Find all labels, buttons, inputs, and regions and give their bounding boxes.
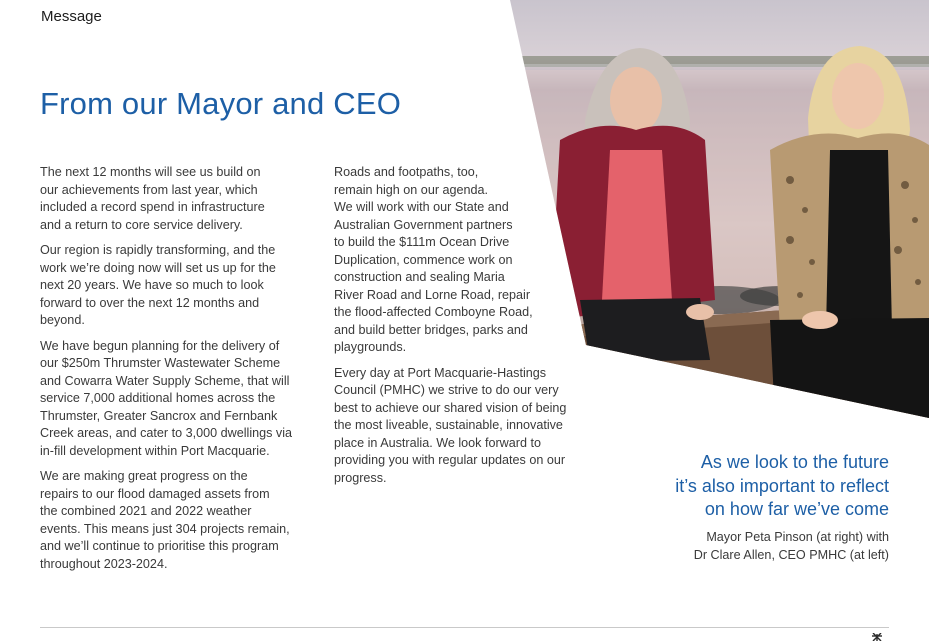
body-column-middle [334,164,592,495]
section-label: Message [41,8,102,25]
paragraph: We are making great progress on the repairs to our flood damaged assets from the combined 2021 and 2022 weather events. This means just 304 projects remain, and we’ll continue to prioritise this program throughout 2023-2024. [40,469,290,571]
pull-quote: As we look to the future it’s also important to reflect on how far we’ve come [675,452,889,519]
photo-caption: Mayor Peta Pinson (at right) with Dr Clare Allen, CEO PMHC (at left) [693,530,889,562]
body-column-left [40,164,315,581]
paragraph: Our region is rapidly transforming, and the work we’re doing now will set us up for the next 20 years. We have so much to look forward to over the next 12 months and beyond. [40,243,276,327]
paragraph: Every day at Port Macquarie-Hastings Council (PMHC) we strive to do our very best to achieve our shared vision of being the most liveable, sustainable, innovative place in Australia. We look forward to providing you with regular updates on our progress. [334,365,567,485]
paragraph: We have begun planning for the delivery of our $250m Thrumster Wastewater Scheme and Cowarra Water Supply Scheme, that will service 7,000 additional homes across the Thrumster, Greater Sancrox and Fernbank Creek areas, and cater to 3,000 dwellings via in-fill development within Port Macquarie. [40,338,293,458]
paragraph: The next 12 months will see us build on our achievements from last year, which included a record spend in infrastructure and a return to core service delivery. [40,165,265,232]
council-logo-icon [870,633,884,641]
page-title: From our Mayor and CEO [40,86,402,121]
paragraph: Roads and footpaths, too, remain high on our agenda. We will work with our State and Australian Government partners to build the $111m Ocean Drive Duplication, commence work on construction and sealing Maria River Road and Lorne Road, repair the flood-affected Comboyne Road, and build better bridges, parks and playgrounds. [334,165,533,354]
footer-divider [40,627,889,628]
